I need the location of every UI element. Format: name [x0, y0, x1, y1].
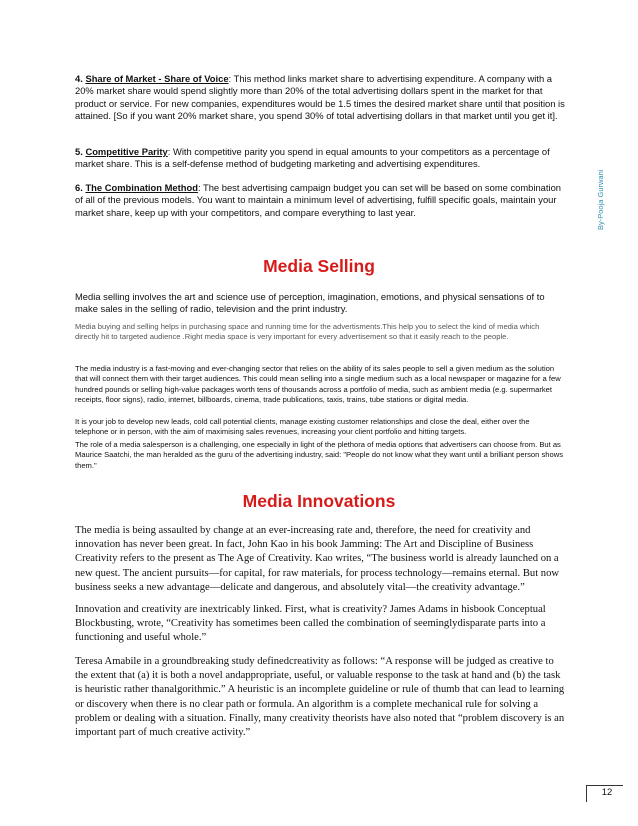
- method-5-text: : With competitive parity you spend in equal amounts to your competitors as a percentage of market share. This is a self-defense method of budgeting marketing and advertising expenditures.: [75, 146, 550, 170]
- method-4: [75, 73, 565, 123]
- media-selling-p2: The media industry is a fast-moving and ever-changing sector that relies on the ability of its sales people to sell a given medium as the solution that will connect them with their target audiences. This could mean selling into a single medium such as a local newspaper or magazine for a few hundred pounds or selling high-value packages worth tens of thousands across a portfolio of media, such as ambient media (e.g. supermarket receipts, floor signs), radio, internet, billboards, cinema, trade publications, taxis, trains, tube stations or digital media.: [75, 364, 561, 405]
- method-6-label: 6.: [75, 182, 86, 193]
- media-innovations-p1-block: [75, 524, 565, 595]
- method-4-paragraph: [75, 73, 565, 123]
- media-selling-intro: Media selling involves the art and science use of perception, imagination, emotions, and physical sensations of to make sales in the selling of radio, television and the print industry.: [75, 291, 545, 315]
- method-6-paragraph: [75, 182, 565, 219]
- media-selling-p3-block: [75, 417, 565, 438]
- media-innovations-p3: Teresa Amabile in a groundbreaking study definedcreativity as follows: “A response will be judged as creative to the extent that (a) it is both a novel andappropriate, useful, or valuable response to the task at hand and (b) the task is heuristic rather thanalgorithmic.” A heuristic is an incomplete guideline or rule of thumb that can lead to learning or discovery when there is no clear path or formula. An algorithm is a complete mechanical rule for solving a problem or dealing with a situation. Finally, many creativity theorists have also noted that “problem discovery is an important part of much creative activity.”: [75, 656, 565, 739]
- media-innovations-p1: The media is being assaulted by change at an ever-increasing rate and, therefore, the need for creativity and innovation has never been great. In fact, John Kao in his book Jamming: The Art and Discipline of Business Creativity refers to the present as The Age of Creativity. Kao writes, “The business world is already launched on a new quest. The ancient pursuits—for capital, for raw materials, for process technology—remains eternal. But now business seeks a new advantage—delicate and dangerous, and absolutely vital—the creativity advantage.”: [75, 525, 560, 593]
- media-selling-p2-block: [75, 364, 565, 406]
- media-innovations-p2: Innovation and creativity are inextricably linked. First, what is creativity? James Adams in hisbook Conceptual Blockbusting, wrote, “Creativity has sometimes been called the combination of seeminglydisparate parts into a functioning and useful whole.”: [75, 604, 546, 644]
- media-selling-p4: The role of a media salesperson is a challenging, one especially in light of the plethora of media options that advertisers can choose from. But as Maurice Saatchi, the man heralded as the guru of the advertising industry, said: "People do not know what they want until a brilliant person shows them.": [75, 440, 563, 470]
- method-6-text: : The best advertising campaign budget you can set will be based on some combination of all of the previous models. You want to maintain a minimum level of advertising, fulfill specific goals, maintain your market share, keep up with your competitors, and compare everything to last year.: [75, 182, 562, 218]
- method-6-title: The Combination Method: [85, 182, 198, 193]
- media-selling-p1: Media buying and selling helps in purchasing space and running time for the advertisments.This help you to select the kind of media which directly hit to targeted audience .Right media space is very important for every advertisement so that it easily reach to the people.: [75, 322, 540, 342]
- method-6: [75, 182, 565, 219]
- media-innovations-p3-block: [75, 655, 565, 740]
- method-4-text: : This method links market share to advertising expenditure. A company with a 20% market share would spend slightly more than 20% of the total advertising dollars spent in the market for that product or service. For new companies, expenditures would be 1.5 times the desired market share until that position is attained. [So if you want 20% market share, you spend 30% of total advertising dollars in that market until you get it].: [75, 73, 565, 122]
- method-4-label: 4.: [75, 73, 86, 84]
- method-5-paragraph: [75, 146, 565, 171]
- media-selling-heading: Media Selling: [263, 256, 375, 276]
- media-selling-p3: It is your job to develop new leads, cold call potential clients, manage existing customer relationships and close the deal, either over the telephone or in person, with the aim of maximising sales revenues, increasing your client portfolio and hitting targets.: [75, 417, 530, 437]
- page-number: 12: [601, 787, 613, 798]
- media-selling-intro-block: [75, 291, 565, 316]
- method-4-title: Share of Market - Share of Voice: [85, 73, 229, 84]
- method-5-label: 5.: [75, 146, 86, 157]
- method-5: [75, 146, 565, 171]
- method-5-title: Competitive Parity: [85, 146, 168, 157]
- media-selling-p4-block: [75, 440, 565, 471]
- media-innovations-p2-block: [75, 603, 565, 646]
- media-innovations-heading: Media Innovations: [242, 491, 396, 511]
- media-selling-p1-block: [75, 322, 565, 343]
- author-sidebar: By-Pooja Gurwani: [596, 169, 605, 230]
